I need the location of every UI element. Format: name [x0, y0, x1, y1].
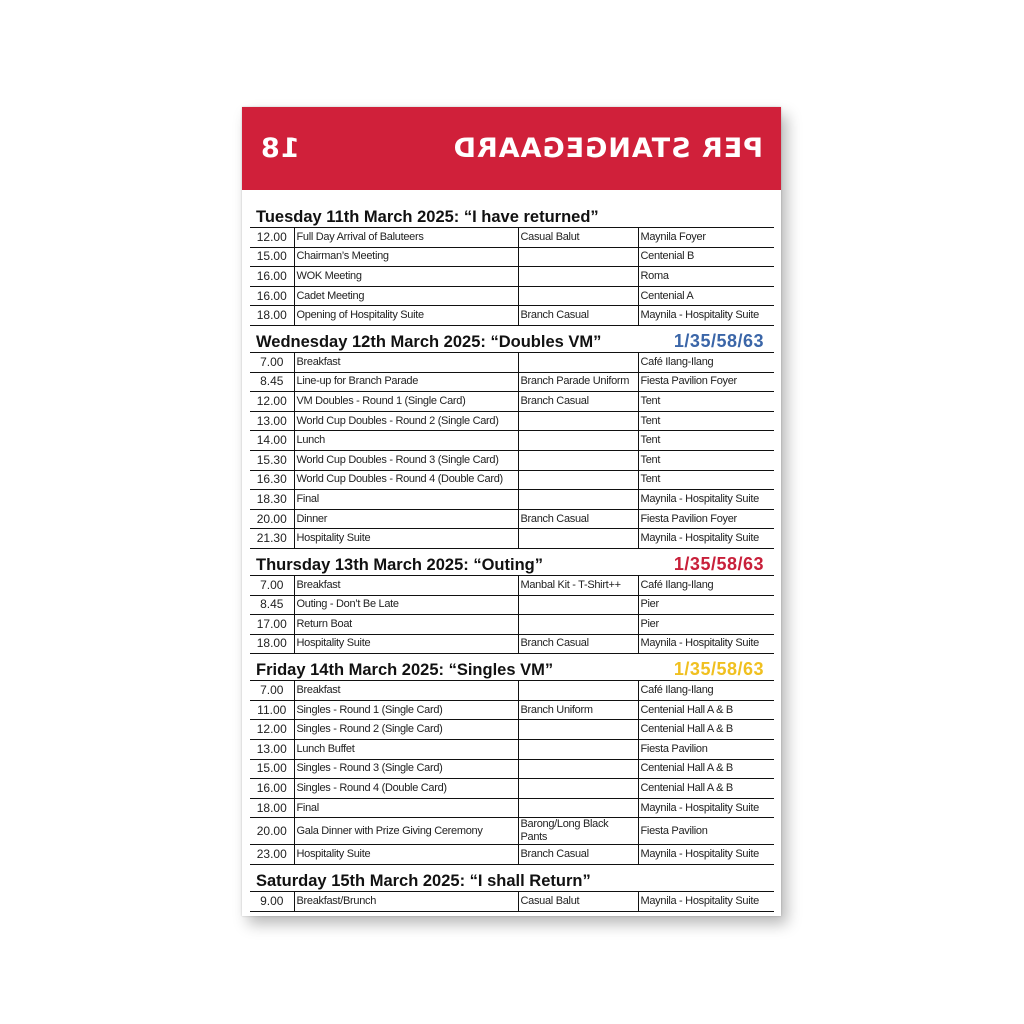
- table-row: [250, 892, 774, 912]
- table-row: [250, 228, 774, 248]
- location-cell: Café Ilang-Ilang: [638, 352, 774, 372]
- table-row: [250, 740, 774, 760]
- time-cell: 15.00: [250, 247, 294, 267]
- event-cell: Singles - Round 3 (Single Card): [294, 759, 518, 779]
- table-codes: 1/35/58/63: [673, 553, 764, 574]
- event-cell: VM Doubles - Round 1 (Single Card): [294, 392, 518, 412]
- table-row: [250, 845, 774, 865]
- event-cell: Singles - Round 2 (Single Card): [294, 720, 518, 740]
- location-cell: Centenial Hall A & B: [638, 700, 774, 720]
- location-cell: Tent: [638, 392, 774, 412]
- day-schedule-table: [250, 891, 774, 912]
- event-cell: Dinner: [294, 509, 518, 529]
- time-cell: 16.00: [250, 286, 294, 306]
- day-schedule-table: [250, 575, 774, 654]
- day-title: Tuesday 11th March 2025: “I have returned”: [256, 208, 599, 226]
- attire-cell: Branch Uniform: [518, 700, 638, 720]
- table-row: [250, 392, 774, 412]
- day-heading: [250, 201, 774, 227]
- table-row: [250, 759, 774, 779]
- attire-cell: Casual Balut: [518, 892, 638, 912]
- location-cell: Roma: [638, 267, 774, 287]
- time-cell: 18.30: [250, 490, 294, 510]
- attire-cell: [518, 286, 638, 306]
- event-cell: Lunch: [294, 431, 518, 451]
- location-cell: Centenial Hall A & B: [638, 720, 774, 740]
- location-cell: Fiesta Pavilion Foyer: [638, 372, 774, 392]
- event-cell: Breakfast: [294, 352, 518, 372]
- location-cell: Centenial Hall A & B: [638, 779, 774, 799]
- attire-cell: Casual Balut: [518, 228, 638, 248]
- header-banner: [242, 107, 781, 190]
- time-cell: 16.30: [250, 470, 294, 490]
- table-row: [250, 431, 774, 451]
- time-cell: 13.00: [250, 740, 294, 760]
- attire-cell: Manbal Kit - T-Shirt++: [518, 575, 638, 595]
- time-cell: 17.00: [250, 615, 294, 635]
- day-heading: [250, 326, 774, 352]
- day-heading: [250, 549, 774, 575]
- location-cell: Maynila - Hospitality Suite: [638, 798, 774, 818]
- table-row: [250, 267, 774, 287]
- table-row: [250, 509, 774, 529]
- table-codes: 1/35/58/63: [673, 659, 764, 680]
- time-cell: 20.00: [250, 509, 294, 529]
- header-name: PER STANGEGAARD: [452, 133, 763, 164]
- attire-cell: [518, 352, 638, 372]
- location-cell: Maynila - Hospitality Suite: [638, 490, 774, 510]
- table-row: [250, 450, 774, 470]
- attire-cell: [518, 681, 638, 701]
- event-cell: Full Day Arrival of Baluteers: [294, 228, 518, 248]
- event-cell: Breakfast/Brunch: [294, 892, 518, 912]
- time-cell: 12.00: [250, 392, 294, 412]
- table-row: [250, 411, 774, 431]
- time-cell: 15.00: [250, 759, 294, 779]
- event-cell: Singles - Round 4 (Double Card): [294, 779, 518, 799]
- event-cell: Return Boat: [294, 615, 518, 635]
- day-title: Friday 14th March 2025: “Singles VM”: [256, 661, 554, 680]
- location-cell: Café Ilang-Ilang: [638, 575, 774, 595]
- location-cell: Fiesta Pavilion: [638, 818, 774, 845]
- event-cell: Cadet Meeting: [294, 286, 518, 306]
- attire-cell: Branch Casual: [518, 392, 638, 412]
- location-cell: Tent: [638, 411, 774, 431]
- attire-cell: Branch Casual: [518, 306, 638, 326]
- attire-cell: [518, 798, 638, 818]
- table-row: [250, 306, 774, 326]
- table-row: [250, 372, 774, 392]
- day-schedule-table: [250, 352, 774, 549]
- event-cell: Opening of Hospitality Suite: [294, 306, 518, 326]
- time-cell: 18.00: [250, 634, 294, 654]
- time-cell: 7.00: [250, 575, 294, 595]
- location-cell: Maynila - Hospitality Suite: [638, 306, 774, 326]
- event-cell: Breakfast: [294, 575, 518, 595]
- attire-cell: [518, 740, 638, 760]
- table-row: [250, 634, 774, 654]
- attire-cell: Barong/Long Black Pants: [518, 818, 638, 845]
- attire-cell: Branch Casual: [518, 634, 638, 654]
- attire-cell: [518, 595, 638, 615]
- location-cell: Maynila Foyer: [638, 228, 774, 248]
- event-cell: Final: [294, 490, 518, 510]
- location-cell: Maynila - Hospitality Suite: [638, 529, 774, 549]
- time-cell: 14.00: [250, 431, 294, 451]
- time-cell: 20.00: [250, 818, 294, 845]
- event-cell: World Cup Doubles - Round 3 (Single Card): [294, 450, 518, 470]
- time-cell: 15.30: [250, 450, 294, 470]
- day-schedule-table: [250, 227, 774, 326]
- table-row: [250, 470, 774, 490]
- time-cell: 12.00: [250, 720, 294, 740]
- table-row: [250, 575, 774, 595]
- table-row: [250, 779, 774, 799]
- location-cell: Maynila - Hospitality Suite: [638, 634, 774, 654]
- time-cell: 8.45: [250, 372, 294, 392]
- time-cell: 18.00: [250, 798, 294, 818]
- attire-cell: [518, 431, 638, 451]
- time-cell: 8.45: [250, 595, 294, 615]
- table-row: [250, 595, 774, 615]
- time-cell: 11.00: [250, 700, 294, 720]
- attire-cell: [518, 490, 638, 510]
- attire-cell: [518, 450, 638, 470]
- location-cell: Tent: [638, 450, 774, 470]
- time-cell: 13.00: [250, 411, 294, 431]
- location-cell: Tent: [638, 470, 774, 490]
- attire-cell: Branch Casual: [518, 509, 638, 529]
- location-cell: Pier: [638, 595, 774, 615]
- attire-cell: [518, 779, 638, 799]
- time-cell: 23.00: [250, 845, 294, 865]
- location-cell: Fiesta Pavilion Foyer: [638, 509, 774, 529]
- event-cell: Final: [294, 798, 518, 818]
- attire-cell: [518, 615, 638, 635]
- table-row: [250, 681, 774, 701]
- day-title: Thursday 13th March 2025: “Outing”: [256, 555, 543, 574]
- page-number: 18: [260, 133, 300, 164]
- day-heading: [250, 654, 774, 680]
- table-row: [250, 286, 774, 306]
- time-cell: 7.00: [250, 352, 294, 372]
- location-cell: Centenial B: [638, 247, 774, 267]
- schedule-content: [242, 190, 781, 916]
- event-cell: Chairman’s Meeting: [294, 247, 518, 267]
- event-cell: Outing - Don’t Be Late: [294, 595, 518, 615]
- attire-cell: [518, 247, 638, 267]
- table-row: [250, 798, 774, 818]
- attire-cell: [518, 720, 638, 740]
- event-cell: Lunch Buffet: [294, 740, 518, 760]
- attire-cell: Branch Casual: [518, 845, 638, 865]
- attire-cell: [518, 470, 638, 490]
- event-cell: Hospitality Suite: [294, 634, 518, 654]
- table-row: [250, 700, 774, 720]
- event-cell: Breakfast: [294, 681, 518, 701]
- event-cell: Singles - Round 1 (Single Card): [294, 700, 518, 720]
- location-cell: Centenial Hall A & B: [638, 759, 774, 779]
- location-cell: Pier: [638, 615, 774, 635]
- time-cell: 16.00: [250, 267, 294, 287]
- day-schedule-table: [250, 680, 774, 865]
- day-title: Wednesday 12th March 2025: “Doubles VM”: [256, 332, 602, 351]
- location-cell: Fiesta Pavilion: [638, 740, 774, 760]
- event-cell: World Cup Doubles - Round 4 (Double Card): [294, 470, 518, 490]
- table-row: [250, 615, 774, 635]
- attire-cell: [518, 267, 638, 287]
- attire-cell: [518, 759, 638, 779]
- table-row: [250, 490, 774, 510]
- table-row: [250, 529, 774, 549]
- time-cell: 18.00: [250, 306, 294, 326]
- time-cell: 7.00: [250, 681, 294, 701]
- table-codes: 1/35/58/63: [673, 330, 764, 351]
- mirrored-header-text: [242, 107, 781, 190]
- time-cell: 9.00: [250, 892, 294, 912]
- location-cell: Maynila - Hospitality Suite: [638, 845, 774, 865]
- time-cell: 12.00: [250, 228, 294, 248]
- time-cell: 16.00: [250, 779, 294, 799]
- event-cell: Hospitality Suite: [294, 529, 518, 549]
- schedule-card: [242, 107, 781, 916]
- location-cell: Tent: [638, 431, 774, 451]
- attire-cell: [518, 411, 638, 431]
- table-row: [250, 247, 774, 267]
- table-row: [250, 818, 774, 845]
- day-heading: [250, 865, 774, 891]
- day-title: Saturday 15th March 2025: “I shall Return”: [256, 872, 591, 891]
- time-cell: 21.30: [250, 529, 294, 549]
- location-cell: Centenial A: [638, 286, 774, 306]
- event-cell: Gala Dinner with Prize Giving Ceremony: [294, 818, 518, 845]
- event-cell: WOK Meeting: [294, 267, 518, 287]
- attire-cell: Branch Parade Uniform: [518, 372, 638, 392]
- event-cell: Line-up for Branch Parade: [294, 372, 518, 392]
- event-cell: Hospitality Suite: [294, 845, 518, 865]
- location-cell: Café Ilang-Ilang: [638, 681, 774, 701]
- attire-cell: [518, 529, 638, 549]
- location-cell: Maynila - Hospitality Suite: [638, 892, 774, 912]
- event-cell: World Cup Doubles - Round 2 (Single Card): [294, 411, 518, 431]
- table-row: [250, 352, 774, 372]
- table-row: [250, 720, 774, 740]
